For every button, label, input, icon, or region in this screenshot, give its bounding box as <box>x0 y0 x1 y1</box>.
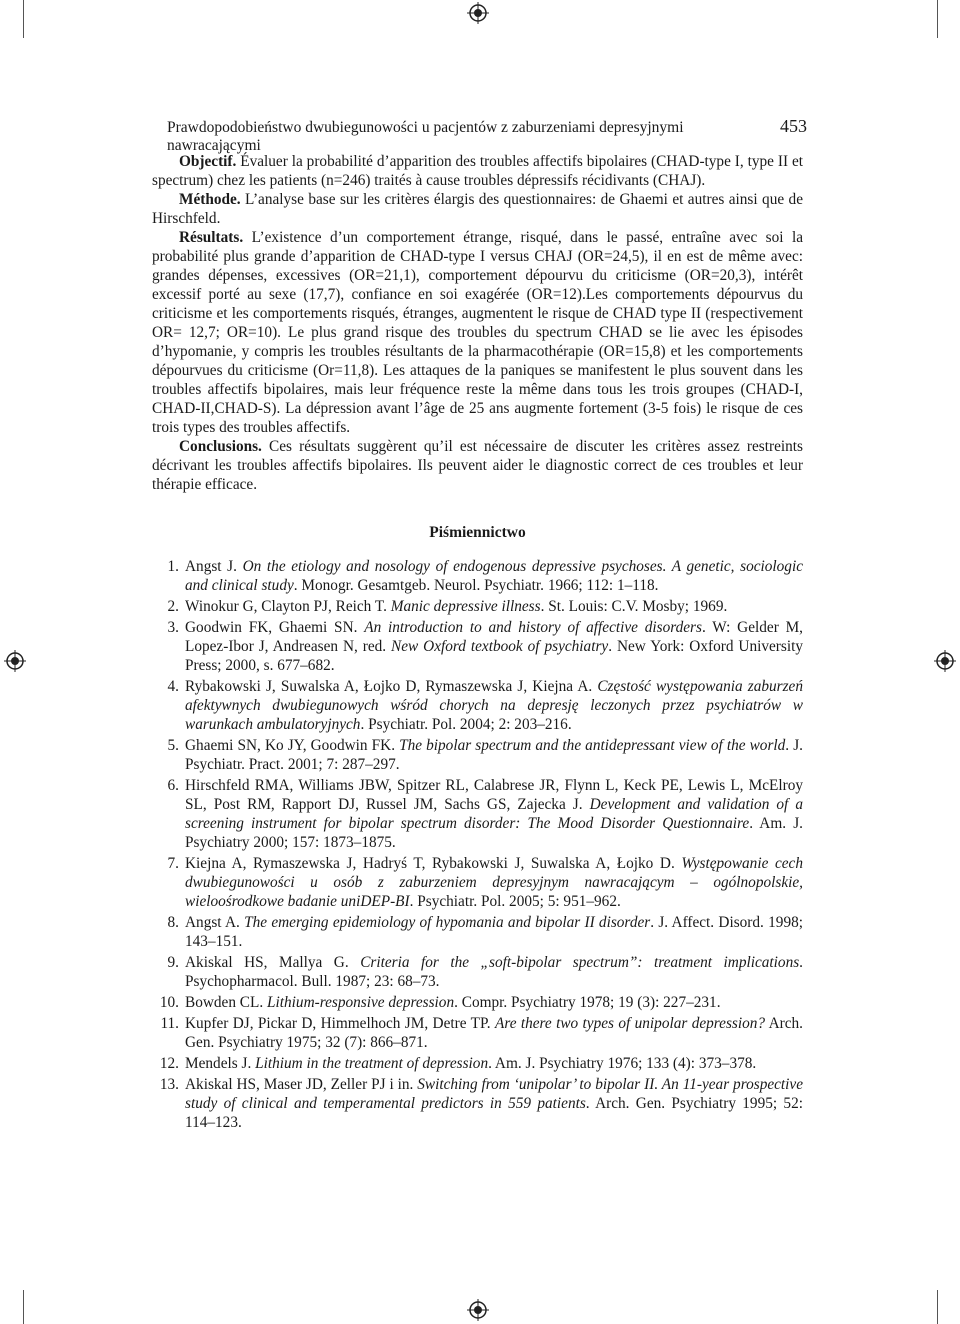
reference-title: Development and validation of a screening instrument for bipolar spectrum disorder: The Mood Disorder Questionnaire <box>185 796 803 832</box>
reference-number: 8. <box>167 914 179 931</box>
reference-title: Switching from ‘unipolar’ to bipolar II. An 11-year prospective study of clinical and temperamental predictors in 559 patients <box>185 1076 803 1112</box>
registration-mark-bottom-icon <box>467 1299 489 1321</box>
abstract-methode <box>152 190 803 228</box>
reference-source: . W: Gelder M, Lopez-Ibor J, Andreasen N, red. <box>185 619 803 655</box>
reference-text <box>179 776 803 852</box>
reference-number: 3. <box>167 619 179 636</box>
crop-mark-bottom-left <box>23 1290 24 1324</box>
reference-source: . Am. J. Psychiatry 2000; 157: 1873–1875. <box>185 815 803 851</box>
reference-text <box>179 597 803 616</box>
reference-number: 5. <box>167 737 179 754</box>
reference-title: The emerging epidemiology of hypomania and bipolar II disorder <box>244 914 651 931</box>
reference-authors: Angst J. <box>185 558 243 575</box>
reference-title: The bipolar spectrum and the antidepressant view of the world <box>399 737 786 754</box>
conclusions-label: Conclusions. <box>179 438 262 455</box>
reference-source: . Arch. Gen. Psychiatry 1995; 52: 114–123. <box>185 1095 803 1131</box>
reference-book-title: New Oxford textbook of psychiatry <box>391 638 609 655</box>
reference-authors: Goodwin FK, Ghaemi SN. <box>185 619 365 636</box>
abstract-resultats <box>152 228 803 437</box>
reference-item <box>152 1054 803 1073</box>
methode-label: Méthode. <box>179 191 241 208</box>
resultats-label: Résultats. <box>179 229 244 246</box>
reference-authors: Ghaemi SN, Ko JY, Goodwin FK. <box>185 737 400 754</box>
reference-number: 10. <box>159 994 179 1011</box>
reference-source: . Psychiatr. Pol. 2005; 5: 951–962. <box>409 893 621 910</box>
reference-authors: Kiejna A, Rymaszewska J, Hadryś T, Rybakowski J, Suwalska A, Łojko D. <box>185 855 682 872</box>
resultats-text: L’existence d’un comportement étrange, risqué, dans le passé, entraîne avec soi la probabilité plus grande d’apparition de CHAD-type I versus CHAJ (OR=24,5), il en est de même avec: grandes dépenses, excessives (OR=21,1), comportement dépourvu du criticisme (OR=20,3), intérêt excessif porté au sexe (17,7), confiance en soi exagérée (OR=12).Les comportements dépourvus du criticisme et les comportements risqués, étranges, augmentent le risque de CHAD type II (respectivement OR= 12,7; OR=10). Le plus grand risque des troubles du spectrum CHAD se lie avec les épisodes d’hypomanie, y compris les troubles résultants de la pharmacothérapie (OR=15,8) et les comportements dépourvues du criticisme (Or=11,8). Les attaques de la paniques se manifestent le plus souvent dans les troubles affectifs bipolaires, mais leur fréquence reste la même dans tous les trois groupes (CHAD-I, CHAD-II,CHAD-S). La dépression avant l’âge de 25 ans augmente fortement (3-5 fois) le risque de ces trois types des troubles affectifs. <box>152 229 803 436</box>
reference-text <box>179 618 803 675</box>
reference-title: Criteria for the „soft-bipolar spectrum”: treatment implications <box>360 954 800 971</box>
conclusions-text: Ces résultats suggèrent qu’il est nécessaire de discuter les critères assez restreints décrivant les troubles affectifs bipolaires. Ils peuvent aider le diagnostic correct de ces troubles et leur thérapie efficace. <box>152 438 803 493</box>
reference-book-source: . New York: Oxford University Press; 2000, s. 677–682. <box>185 638 803 674</box>
reference-source: . J. Psychiatr. Pract. 2001; 7: 287–297. <box>185 737 803 773</box>
reference-number: 1. <box>167 558 179 575</box>
reference-item <box>152 677 803 734</box>
reference-number: 7. <box>167 855 179 872</box>
reference-authors: Winokur G, Clayton PJ, Reich T. <box>185 598 391 615</box>
reference-title: Manic depressive illness <box>390 598 541 615</box>
reference-title: Występowanie cech dwubiegunowości u osób z zaburzeniem depresyjnym nawracającym – ogólnopolskie, wieloośrodkowe badanie uniDEP-BI <box>185 855 803 910</box>
reference-text <box>179 677 803 734</box>
reference-item <box>152 1075 803 1132</box>
reference-text <box>179 913 803 951</box>
reference-authors: Kupfer DJ, Pickar D, Himmelhoch JM, Detre TP. <box>185 1015 495 1032</box>
reference-title: On the etiology and nosology of endogenous depressive psychoses. A genetic, sociologic and clinical study <box>185 558 803 594</box>
reference-item <box>152 618 803 675</box>
references-heading: Piśmiennictwo <box>429 524 526 541</box>
reference-authors: Bowden CL. <box>185 994 268 1011</box>
reference-source: . Compr. Psychiatry 1978; 19 (3): 227–231. <box>454 994 721 1011</box>
reference-title: Lithium-responsive depression <box>267 994 455 1011</box>
reference-text <box>179 1075 803 1132</box>
objectif-text: Évaluer la probabilité d’apparition des troubles affectifs bipolaires (CHAD-type I, type II et spectrum) chez les patients (n=246) traités à cause troubles dépressifs récidivants (CHAJ). <box>152 153 803 189</box>
crop-mark-bottom-right <box>937 1290 938 1324</box>
methode-text: L’analyse base sur les critères élargis des questionnaires: de Ghaemi et autres ainsi que de Hirschfeld. <box>152 191 803 227</box>
reference-source: Arch. Gen. Psychiatry 1975; 32 (7): 866–871. <box>185 1015 803 1051</box>
registration-mark-top-icon <box>467 2 489 24</box>
registration-mark-left-icon <box>4 650 26 672</box>
reference-authors: Angst A. <box>185 914 245 931</box>
reference-text <box>179 1014 803 1052</box>
abstract <box>152 152 803 494</box>
abstract-objectif <box>152 152 803 190</box>
reference-number: 11. <box>160 1015 179 1032</box>
reference-item <box>152 854 803 911</box>
reference-source: . Psychopharmacol. Bull. 1987; 23: 68–73. <box>185 954 803 990</box>
reference-text <box>179 993 803 1012</box>
reference-text <box>179 854 803 911</box>
running-header <box>167 116 807 155</box>
reference-title: Częstość występowania zaburzeń afektywnych dwubiegunowych wśród chorych na depresję leczonych przez psychiatrów w warunkach ambulatoryjnych <box>185 678 803 733</box>
reference-number: 2. <box>167 598 179 615</box>
reference-authors: Mendels J. <box>185 1055 256 1072</box>
page-number: 453 <box>780 116 807 136</box>
reference-number: 4. <box>167 678 179 695</box>
reference-source: . Am. J. Psychiatry 1976; 133 (4): 373–378. <box>488 1055 757 1072</box>
running-title: Prawdopodobieństwo dwubiegunowości u pacjentów z zaburzeniami depresyjnymi nawracającymi <box>167 119 684 154</box>
reference-text <box>179 557 803 595</box>
reference-source: . Psychiatr. Pol. 2004; 2: 203–216. <box>360 716 572 733</box>
reference-source: . Monogr. Gesamtgeb. Neurol. Psychiatr. 1966; 112: 1–118. <box>293 577 659 594</box>
reference-title: Lithium in the treatment of depression <box>255 1055 489 1072</box>
registration-mark-right-icon <box>934 650 956 672</box>
reference-text <box>179 953 803 991</box>
reference-item <box>152 993 803 1012</box>
reference-item <box>152 736 803 774</box>
reference-item <box>152 913 803 951</box>
reference-title: Are there two types of unipolar depression? <box>494 1015 766 1032</box>
reference-item <box>152 597 803 616</box>
reference-authors: Hirschfeld RMA, Williams JBW, Spitzer RL, Calabrese JR, Flynn L, Keck PE, Lewis L, McElroy SL, Post RM, Rapport DJ, Russel JM, Sachs GS, Zajecka J. <box>185 777 803 813</box>
reference-text <box>179 736 803 774</box>
reference-text <box>179 1054 803 1073</box>
reference-list <box>152 557 803 1134</box>
reference-source: . J. Affect. Disord. 1998; 143–151. <box>185 914 803 950</box>
reference-number: 9. <box>167 954 179 971</box>
objectif-label: Objectif. <box>179 153 237 170</box>
reference-number: 6. <box>167 777 179 794</box>
reference-item <box>152 1014 803 1052</box>
reference-authors: Rybakowski J, Suwalska A, Łojko D, Rymaszewska J, Kiejna A. <box>185 678 598 695</box>
reference-source: . St. Louis: C.V. Mosby; 1969. <box>540 598 728 615</box>
abstract-conclusions <box>152 437 803 494</box>
reference-authors: Akiskal HS, Mallya G. <box>185 954 361 971</box>
reference-item <box>152 557 803 595</box>
crop-mark-top-right <box>937 0 938 38</box>
reference-number: 13. <box>159 1076 179 1093</box>
reference-title: An introduction to and history of affective disorders <box>364 619 702 636</box>
reference-authors: Akiskal HS, Maser JD, Zeller PJ i in. <box>185 1076 418 1093</box>
reference-number: 12. <box>159 1055 179 1072</box>
crop-mark-top-left <box>23 0 24 38</box>
reference-item <box>152 776 803 852</box>
reference-item <box>152 953 803 991</box>
